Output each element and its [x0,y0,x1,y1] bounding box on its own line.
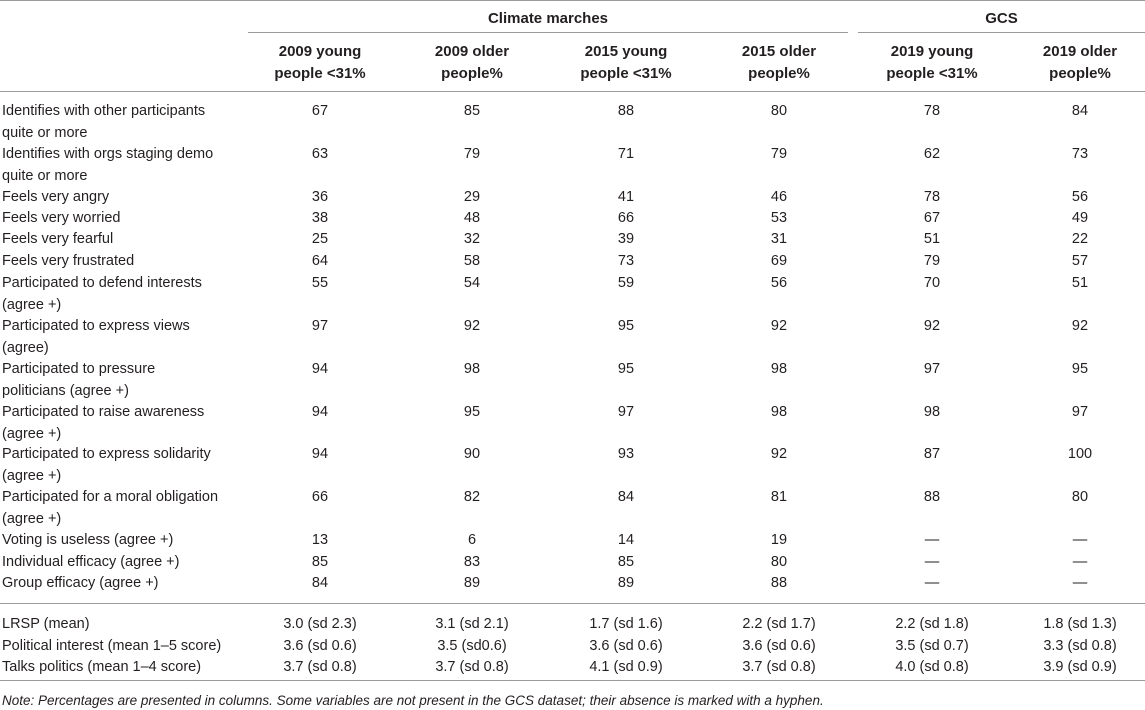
table-cell: 73 [1071,146,1089,162]
table-cell: 83 [463,554,481,570]
table-cell: 97 [1071,404,1089,420]
row-label-line: Identifies with other participants [2,103,206,119]
table-cell: 79 [463,146,481,162]
table-cell: 66 [311,489,329,505]
row-label [2,251,247,273]
table-cell: 2.2 (sd 1.8) [895,616,969,632]
row-label-line: Voting is useless (agree +) [2,532,174,548]
table-cell: 49 [1071,210,1089,226]
table-cell: 80 [1071,489,1089,505]
row-label [2,657,247,679]
table-cell: 31 [770,231,788,247]
row-label-line: quite or more [2,167,88,184]
table-cell: 88 [617,103,635,119]
table-cell: 51 [923,231,941,247]
table-cell: — [1072,575,1088,591]
table-cell: 78 [923,189,941,205]
table-cell: 90 [463,446,481,462]
table-cell: 87 [923,446,941,462]
table-cell: 3.5 (sd0.6) [437,638,507,654]
table-cell: 3.1 (sd 2.1) [435,616,509,632]
row-label [2,636,247,658]
table-cell: 57 [1071,253,1089,269]
row-label [2,101,247,144]
column-header-line: 2015 young [584,43,668,60]
column-header [1005,41,1145,85]
table-cell: 95 [1071,361,1089,377]
group-header-gcs: GCS [985,10,1018,27]
row-label-line: (agree +) [2,467,62,484]
table-cell: 62 [923,146,941,162]
row-label-line: Participated to express solidarity [2,446,211,462]
table-cell: 59 [617,275,635,291]
row-label-line: quite or more [2,124,88,141]
table-cell: 92 [923,318,941,334]
table-cell: 98 [463,361,481,377]
column-header [704,41,854,85]
table-cell: 29 [463,189,481,205]
table-cell: 69 [770,253,788,269]
row-label-line: (agree +) [2,510,62,527]
table-cell: 51 [1071,275,1089,291]
row-label-line: (agree +) [2,425,62,442]
row-label-line: Political interest (mean 1–5 score) [2,638,222,654]
table-cell: 80 [770,554,788,570]
row-label [2,273,247,316]
column-header-line: 2009 older [434,43,510,60]
table-cell: 3.6 (sd 0.6) [283,638,357,654]
row-label [2,144,247,187]
table-cell: 98 [923,404,941,420]
column-header-line: 2009 young [278,43,362,60]
table-cell: 81 [770,489,788,505]
row-label-line: Feels very worried [2,210,121,226]
row-label-line: Participated to raise awareness [2,404,205,420]
row-label [2,552,247,574]
group-header-climate-marches: Climate marches [487,10,609,27]
row-label-line: Identifies with orgs staging demo [2,146,214,162]
table-cell: 36 [311,189,329,205]
group-rule-gcs [858,32,1145,33]
table-cell: 25 [311,231,329,247]
table-cell: 100 [1067,446,1093,462]
group-rule-climate [248,32,848,33]
column-header [551,41,701,85]
row-label [2,573,247,595]
table-cell: 89 [617,575,635,591]
row-label-line: (agree +) [2,296,62,313]
table-cell: 55 [311,275,329,291]
table-cell: 70 [923,275,941,291]
row-label [2,208,247,230]
table-cell: 92 [770,446,788,462]
table-cell: — [924,532,940,548]
row-label-line: Participated to pressure [2,361,156,377]
table-cell: — [924,554,940,570]
table-cell: 85 [311,554,329,570]
column-header-line: 2019 young [890,43,974,60]
table-cell: 3.7 (sd 0.8) [283,659,357,675]
table-cell: 32 [463,231,481,247]
table-cell: 80 [770,103,788,119]
table-cell: 67 [311,103,329,119]
table-note: Note: Percentages are presented in columns. Some variables are not present in the GCS dataset; their absence is marked with a hyphen. [2,693,824,708]
table-cell: 79 [770,146,788,162]
table-cell: 3.7 (sd 0.8) [435,659,509,675]
row-label [2,316,247,359]
column-header [857,41,1007,85]
column-header [245,41,395,85]
row-label [2,187,247,209]
row-label-line: Feels very frustrated [2,253,135,269]
row-label [2,229,247,251]
table-cell: 79 [923,253,941,269]
table-cell: 85 [463,103,481,119]
table-cell: — [1072,532,1088,548]
bottom-rule [0,680,1145,681]
row-label-line: (agree) [2,339,49,356]
table-cell: 73 [617,253,635,269]
row-label-line: LRSP (mean) [2,616,90,632]
table-cell: 14 [617,532,635,548]
table-cell: 58 [463,253,481,269]
table-cell: 1.7 (sd 1.6) [589,616,663,632]
table-cell: 56 [1071,189,1089,205]
table-cell: 46 [770,189,788,205]
table-cell: 82 [463,489,481,505]
column-header-line: people <31% [580,65,672,82]
table-cell: 84 [311,575,329,591]
table-cell: 78 [923,103,941,119]
row-label [2,614,247,636]
table-cell: 13 [311,532,329,548]
top-rule [0,0,1145,1]
table-cell: 3.6 (sd 0.6) [742,638,816,654]
column-header-line: 2019 older [1042,43,1118,60]
table-cell: 71 [617,146,635,162]
table-cell: 98 [770,404,788,420]
table-cell: 3.3 (sd 0.8) [1043,638,1117,654]
column-header-line: people <31% [886,65,978,82]
table-cell: 95 [463,404,481,420]
table-cell: 97 [311,318,329,334]
column-header [397,41,547,85]
table-cell: 6 [467,532,477,548]
table-cell: 92 [463,318,481,334]
row-label [2,359,247,402]
row-label-line: Participated for a moral obligation [2,489,219,505]
row-label-line: Group efficacy (agree +) [2,575,159,591]
table-cell: 3.6 (sd 0.6) [589,638,663,654]
row-label-line: Feels very angry [2,189,110,205]
column-header-line: people% [748,65,810,82]
table-cell: 39 [617,231,635,247]
table-cell: 4.0 (sd 0.8) [895,659,969,675]
table-cell: 98 [770,361,788,377]
table-cell: 63 [311,146,329,162]
table-cell: — [924,575,940,591]
table-cell: 56 [770,275,788,291]
table-cell: 53 [770,210,788,226]
table-cell: 3.7 (sd 0.8) [742,659,816,675]
table-cell: 54 [463,275,481,291]
column-header-line: people% [441,65,503,82]
row-label-line: Participated to defend interests [2,275,202,291]
row-label [2,402,247,445]
table-cell: 1.8 (sd 1.3) [1043,616,1117,632]
table-cell: 88 [923,489,941,505]
table-cell: 92 [770,318,788,334]
table-cell: 48 [463,210,481,226]
row-label-line: Talks politics (mean 1–4 score) [2,659,202,675]
table-cell: 3.0 (sd 2.3) [283,616,357,632]
header-rule [0,91,1145,92]
table-cell: 3.5 (sd 0.7) [895,638,969,654]
table-cell: 84 [617,489,635,505]
table-cell: 88 [770,575,788,591]
table-cell: 2.2 (sd 1.7) [742,616,816,632]
row-label [2,530,247,552]
row-label [2,444,247,487]
table-cell: 97 [923,361,941,377]
table-cell: 94 [311,361,329,377]
table-cell: 4.1 (sd 0.9) [589,659,663,675]
table-cell: 67 [923,210,941,226]
table-cell: 38 [311,210,329,226]
table-cell: 95 [617,361,635,377]
table-cell: 95 [617,318,635,334]
mid-rule [0,603,1145,604]
table-cell: 85 [617,554,635,570]
table-cell: 84 [1071,103,1089,119]
table-cell: 66 [617,210,635,226]
table-cell: — [1072,554,1088,570]
table-cell: 92 [1071,318,1089,334]
table-cell: 93 [617,446,635,462]
row-label [2,487,247,530]
table-cell: 3.9 (sd 0.9) [1043,659,1117,675]
table-cell: 97 [617,404,635,420]
table-cell: 94 [311,404,329,420]
row-label-line: Participated to express views [2,318,190,334]
row-label-line: politicians (agree +) [2,382,129,399]
column-header-line: 2015 older [741,43,817,60]
table-cell: 64 [311,253,329,269]
row-label-line: Feels very fearful [2,231,114,247]
table-cell: 89 [463,575,481,591]
table-cell: 19 [770,532,788,548]
table-cell: 94 [311,446,329,462]
row-label-line: Individual efficacy (agree +) [2,554,180,570]
column-header-line: people <31% [274,65,366,82]
column-header-line: people% [1049,65,1111,82]
table-cell: 41 [617,189,635,205]
table-cell: 22 [1071,231,1089,247]
